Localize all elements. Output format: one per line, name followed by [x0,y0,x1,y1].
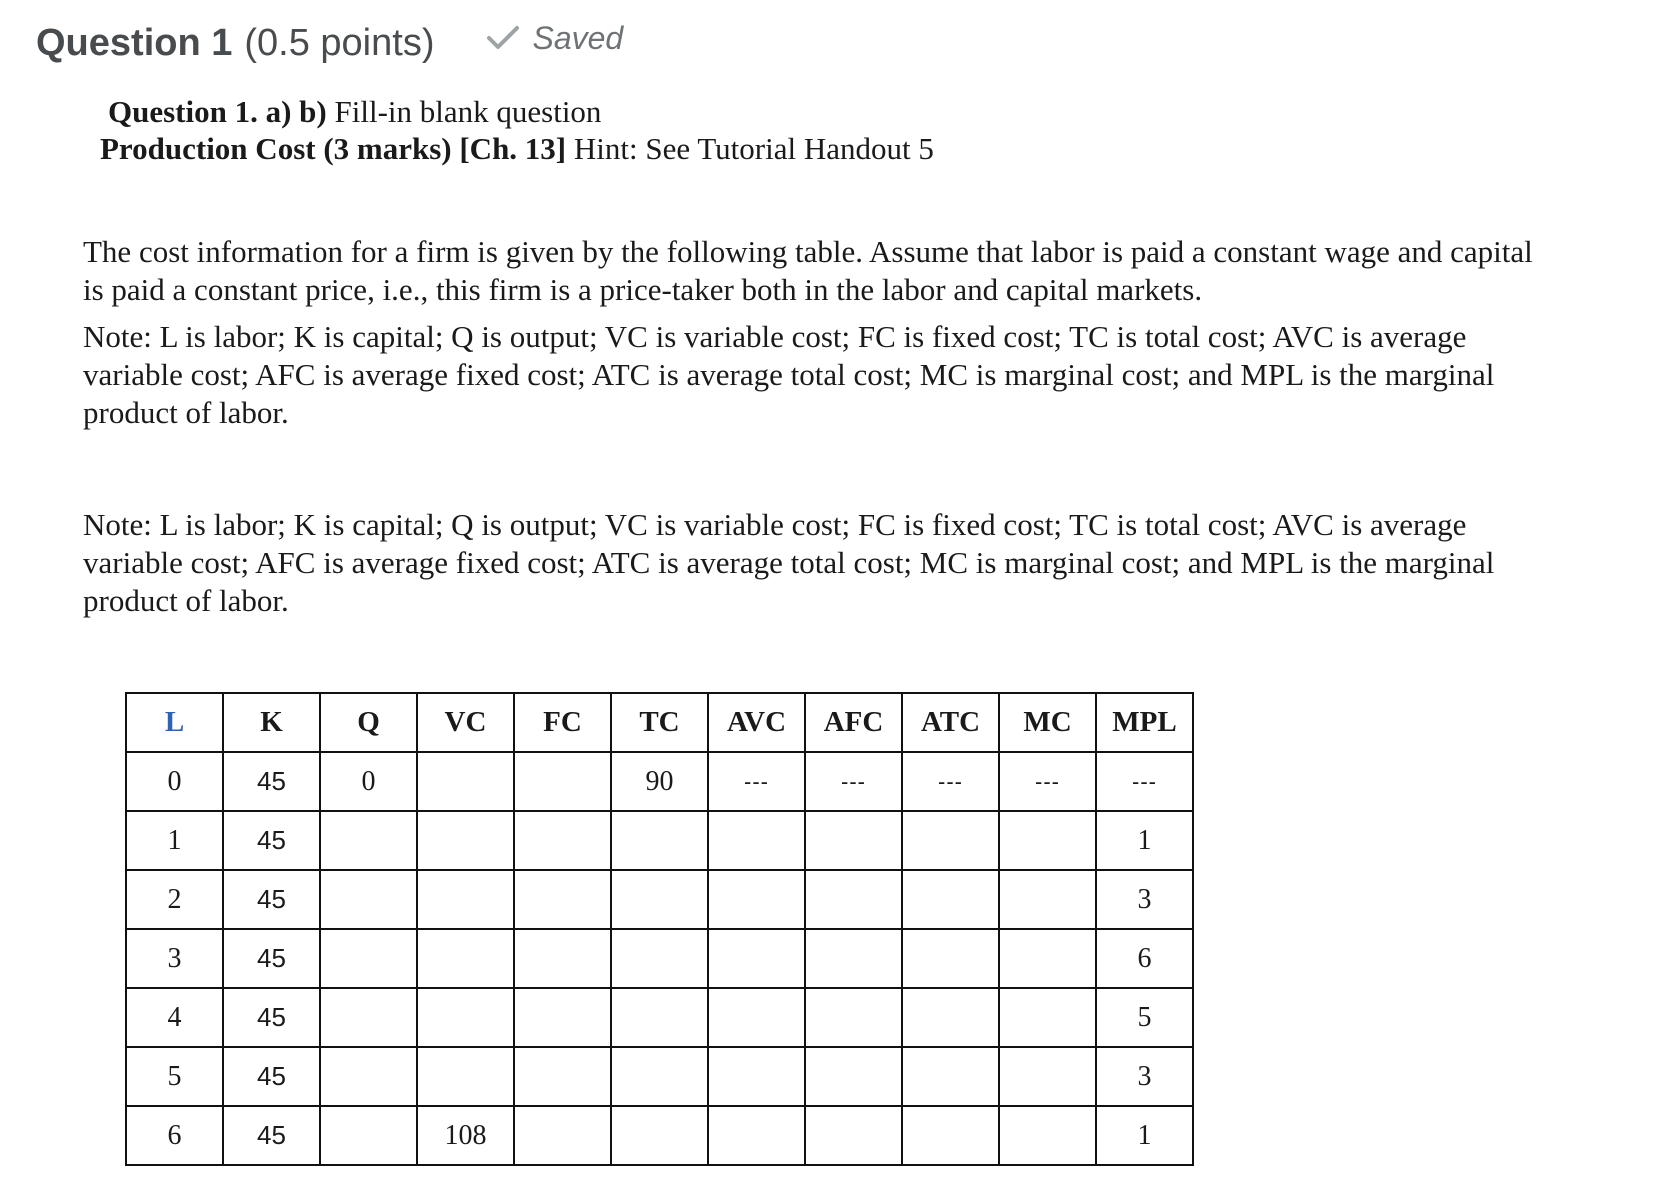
cell-q: 0 [320,752,417,811]
cell-afc [805,1106,902,1165]
cell-fc [514,811,611,870]
subheading-line-2 [100,131,934,167]
question-points: (0.5 points) [244,22,435,64]
header-l: L [126,693,223,752]
table-row [126,1047,1193,1106]
cell-afc [805,988,902,1047]
cell-vc [417,870,514,929]
cell-k: 45 [223,811,320,870]
cell-q [320,1047,417,1106]
cell-l: 6 [126,1106,223,1165]
cell-mc [999,870,1096,929]
table-header-row [126,693,1193,752]
cell-fc [514,1106,611,1165]
cell-tc [611,1047,708,1106]
cell-k: 45 [223,1047,320,1106]
cell-mc [999,929,1096,988]
cell-atc [902,988,999,1047]
cell-l: 0 [126,752,223,811]
cell-afc [805,929,902,988]
subheading-1-bold: Question 1. a) b) [108,94,327,129]
cell-fc [514,870,611,929]
cell-avc [708,929,805,988]
header-tc: TC [611,693,708,752]
cell-atc: --- [902,752,999,811]
cell-l: 1 [126,811,223,870]
cell-fc [514,988,611,1047]
intro-paragraph: The cost information for a firm is given by the following table. Assume that labor is paid a constant wage and capital is paid a constant price, i.e., this firm is a price-taker both in the labor and capital markets. [83,234,1533,307]
cell-k: 45 [223,752,320,811]
saved-label: Saved [532,19,624,56]
cell-l: 2 [126,870,223,929]
cell-fc [514,1047,611,1106]
cell-q [320,988,417,1047]
cell-atc [902,929,999,988]
question-header [36,19,624,65]
cell-q [320,870,417,929]
header-k: K [223,693,320,752]
subheading-2-bold: Production Cost (3 marks) [Ch. 13] [100,131,567,166]
cell-afc [805,870,902,929]
cell-fc [514,752,611,811]
note-paragraph-2: Note: L is labor; K is capital; Q is output; VC is variable cost; FC is fixed cost; TC is total cost; AVC is average variable cost; AFC is average fixed cost; ATC is average total cost; MC is marginal cost; and MPL is the marginal product of labor. [83,507,1495,618]
saved-status [486,20,623,57]
cell-l: 3 [126,929,223,988]
cell-mpl: 1 [1096,1106,1193,1165]
cell-fc [514,929,611,988]
question-title: Question 1 [36,22,233,64]
cell-l: 4 [126,988,223,1047]
table-row [126,929,1193,988]
cell-tc [611,811,708,870]
cost-table [125,692,1194,1166]
cell-vc: 108 [417,1106,514,1165]
table-row [126,870,1193,929]
cell-avc [708,811,805,870]
table-body [126,752,1193,1165]
header-avc: AVC [708,693,805,752]
cell-atc [902,870,999,929]
cell-k: 45 [223,988,320,1047]
cell-mpl: 6 [1096,929,1193,988]
cell-k: 45 [223,870,320,929]
cell-q [320,811,417,870]
subheading-line-1 [108,94,601,130]
header-mpl: MPL [1096,693,1193,752]
cell-q [320,1106,417,1165]
cell-mc [999,811,1096,870]
cell-afc [805,1047,902,1106]
header-atc: ATC [902,693,999,752]
cell-l: 5 [126,1047,223,1106]
cell-mc [999,1047,1096,1106]
table-row [126,811,1193,870]
cell-vc [417,988,514,1047]
cell-atc [902,1106,999,1165]
cell-avc [708,870,805,929]
header-vc: VC [417,693,514,752]
table-row [126,752,1193,811]
cell-avc [708,988,805,1047]
header-mc: MC [999,693,1096,752]
cell-tc [611,988,708,1047]
cell-vc [417,811,514,870]
cell-afc: --- [805,752,902,811]
cell-avc [708,1047,805,1106]
cell-mpl: 1 [1096,811,1193,870]
cell-avc: --- [708,752,805,811]
cell-mpl: 5 [1096,988,1193,1047]
subheading-1-rest: Fill-in blank question [326,94,602,129]
cell-mpl: --- [1096,752,1193,811]
cell-q [320,929,417,988]
cell-vc [417,929,514,988]
subheading-2-rest: Hint: See Tutorial Handout 5 [566,131,934,166]
cell-vc [417,752,514,811]
cell-k: 45 [223,1106,320,1165]
cell-mpl: 3 [1096,1047,1193,1106]
checkmark-icon [486,25,520,51]
cell-mc [999,1106,1096,1165]
cell-mc: --- [999,752,1096,811]
cell-atc [902,1047,999,1106]
header-q: Q [320,693,417,752]
cell-mc [999,988,1096,1047]
note-paragraph-1: Note: L is labor; K is capital; Q is output; VC is variable cost; FC is fixed cost; TC is total cost; AVC is average variable cost; AFC is average fixed cost; ATC is average total cost; MC is marginal cost; and MPL is the marginal product of labor. [83,319,1495,430]
header-fc: FC [514,693,611,752]
cell-tc [611,870,708,929]
table-row [126,1106,1193,1165]
cell-atc [902,811,999,870]
cell-k: 45 [223,929,320,988]
cell-tc: 90 [611,752,708,811]
cell-mpl: 3 [1096,870,1193,929]
table-row [126,988,1193,1047]
cell-afc [805,811,902,870]
header-afc: AFC [805,693,902,752]
cell-tc [611,1106,708,1165]
cell-avc [708,1106,805,1165]
cell-vc [417,1047,514,1106]
cell-tc [611,929,708,988]
